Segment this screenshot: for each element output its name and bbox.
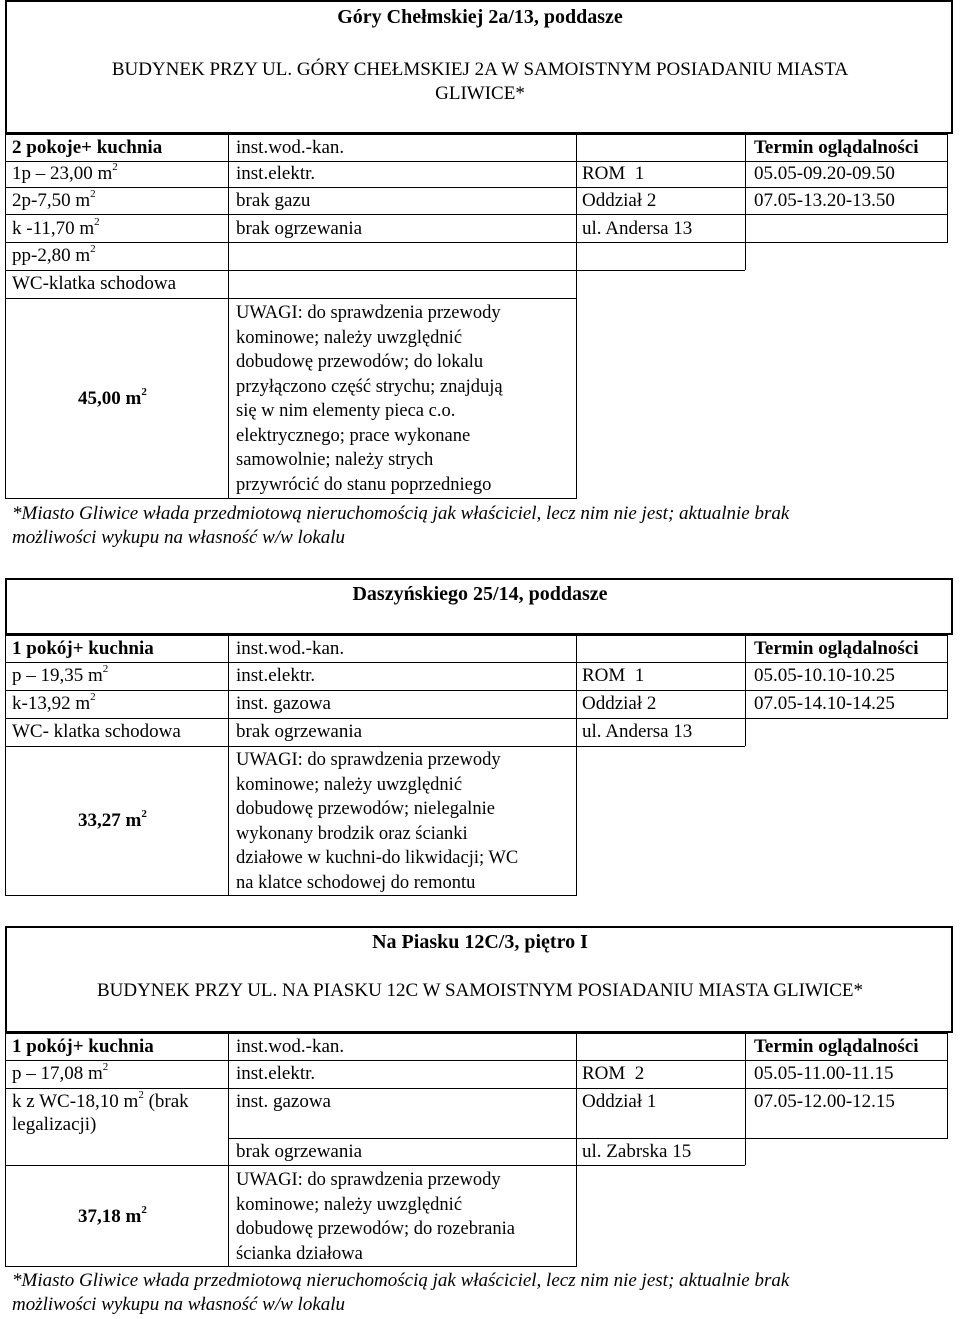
room-item: 2p-7,50 $m^2$ — [12, 187, 96, 211]
area-total: 45,00 $m^2$ — [78, 385, 147, 409]
area-total: 33,27 $m^2$ — [78, 807, 147, 831]
room-item: pp-2,80 $m^2$ — [12, 242, 96, 266]
room-item: k -11,70 $m^2$ — [12, 215, 100, 239]
listing-2-title: Daszyńskiego 25/14, poddasze — [352, 583, 608, 605]
area-total: 37,18 $m^2$ — [78, 1203, 147, 1227]
table-1-line — [5, 242, 948, 243]
room-item: 1p – 23,00 $m^2$ — [12, 160, 118, 184]
table-1-line — [5, 161, 948, 162]
listing-1-building-note — [0, 58, 960, 106]
viewing-label: Termin oglądalności — [754, 1036, 919, 1057]
viewing-time: 07.05-13.20-13.50 — [754, 190, 895, 211]
table-3-line — [5, 1033, 6, 1266]
room-item: WC- klatka schodowa — [12, 721, 181, 742]
installation-item: inst.wod.-kan. — [236, 638, 345, 659]
building-line-1: BUDYNEK PRZY UL. NA PIASKU 12C W SAMOISTNYM POSIADANIU MIASTA GLIWICE — [96, 980, 854, 1001]
viewing-label: Termin oglądalności — [754, 638, 919, 659]
building-line-1: BUDYNEK PRZY UL. GÓRY CHEŁMSKIEJ 2A W SAMOISTNYM POSIADANIU MIASTA — [111, 59, 849, 80]
ownership-note: *Miasto Gliwice włada przedmiotową nieruchomością jak właściciel, lecz nim nie jest; aktualnie brak możliwości wykupu na własność w/w lokalu — [12, 503, 790, 548]
table-1-line — [576, 134, 577, 498]
office-item: ROM 1 — [582, 665, 645, 686]
viewing-time: 07.05-14.10-14.25 — [754, 693, 895, 714]
table-1-line — [5, 270, 745, 271]
office-item: ROM 2 — [582, 1063, 645, 1084]
table-3-line — [745, 1033, 746, 1165]
ownership-note: *Miasto Gliwice włada przedmiotową nieruchomością jak właściciel, lecz nim nie jest; aktualnie brak możliwości wykupu na własność w/w lokalu — [12, 1270, 790, 1315]
listing-3-title: Na Piasku 12C/3, piętro I — [372, 931, 588, 953]
asterisk: * — [515, 83, 525, 104]
installation-item: inst.elektr. — [236, 163, 316, 184]
remarks: UWAGI: do sprawdzenia przewody kominowe; należy uwzględnić dobudowę przewodów; nielegalnie wykonany brodzik oraz ścianki działowe w kuchni-do likwidacji; WC na klatce schodowej do remontu — [236, 750, 519, 893]
table-2-line — [5, 895, 577, 896]
table-3-line — [5, 1033, 948, 1034]
listing-1-title: Góry Chełmskiej 2a/13, poddasze — [337, 6, 623, 28]
installation-item: brak ogrzewania — [236, 218, 363, 239]
listing-3-building-note — [0, 980, 960, 1002]
table-2-line — [576, 635, 577, 895]
table-3-line — [5, 1060, 948, 1061]
table-1-line — [5, 187, 948, 188]
installation-item: inst.elektr. — [236, 665, 316, 686]
rooms-type: 2 pokoje+ kuchnia — [12, 137, 163, 158]
installation-item: brak ogrzewania — [236, 721, 363, 742]
room-item: legalizacji) — [12, 1114, 97, 1135]
table-2-line — [745, 635, 746, 746]
table-2-line — [5, 635, 6, 895]
table-1-line — [5, 134, 948, 135]
table-3-line — [228, 1033, 229, 1266]
viewing-time: 05.05-10.10-10.25 — [754, 665, 895, 686]
table-2-line — [5, 635, 948, 636]
building-line-2: GLIWICE — [435, 83, 516, 104]
table-1-line — [947, 134, 948, 242]
installation-item: brak ogrzewania — [236, 1141, 363, 1162]
office-item: ul. Andersa 13 — [582, 721, 693, 742]
installation-item: inst. gazowa — [236, 693, 331, 714]
installation-item: inst.wod.-kan. — [236, 1036, 345, 1057]
table-3-line — [576, 1033, 577, 1266]
table-2-line — [947, 635, 948, 718]
room-item: k z WC-18,10 $m^2$ (brak — [12, 1088, 189, 1112]
table-1-line — [5, 214, 948, 215]
table-2-line — [5, 690, 948, 691]
viewing-time: 05.05-11.00-11.15 — [754, 1063, 894, 1084]
installation-item: inst.elektr. — [236, 1063, 316, 1084]
table-1-line — [745, 134, 746, 270]
installation-item: brak gazu — [236, 190, 311, 211]
table-1-line — [228, 134, 229, 498]
table-3-line — [228, 1138, 948, 1139]
installation-item: inst. gazowa — [236, 1091, 331, 1112]
table-2-line — [5, 662, 948, 663]
table-3-line — [5, 1266, 577, 1267]
table-1-line — [5, 298, 577, 299]
table-1-line — [5, 498, 577, 499]
asterisk: * — [853, 980, 864, 1001]
table-2-line — [5, 718, 948, 719]
table-2-line — [228, 635, 229, 895]
office-item: ROM 1 — [582, 163, 645, 184]
room-item: WC-klatka schodowa — [12, 273, 177, 294]
rooms-type: 1 pokój+ kuchnia — [12, 638, 154, 659]
table-3-line — [5, 1088, 948, 1089]
office-item: Oddział 2 — [582, 693, 657, 714]
viewing-time: 07.05-12.00-12.15 — [754, 1091, 895, 1112]
office-item: ul. Zabrska 15 — [582, 1141, 692, 1162]
room-item: p – 19,35 $m^2$ — [12, 662, 109, 686]
office-item: Oddział 1 — [582, 1091, 657, 1112]
viewing-time: 05.05-09.20-09.50 — [754, 163, 895, 184]
room-item: p – 17,08 $m^2$ — [12, 1060, 109, 1084]
office-item: ul. Andersa 13 — [582, 218, 693, 239]
rooms-type: 1 pokój+ kuchnia — [12, 1036, 154, 1057]
table-3-line — [5, 1165, 745, 1166]
remarks: UWAGI: do sprawdzenia przewody kominowe; należy uwzględnić dobudowę przewodów; do lokalu przyłączono część strychu; znajdują się w nim elementy pieca c.o. elektrycznego; prace wykonane samowolnie; należy strych przywrócić do stanu poprzedniego — [236, 303, 503, 495]
room-item: k-13,92 $m^2$ — [12, 690, 96, 714]
office-item: Oddział 2 — [582, 190, 657, 211]
table-2-line — [5, 746, 745, 747]
installation-item: inst.wod.-kan. — [236, 137, 345, 158]
table-1-line — [5, 134, 6, 498]
table-3-line — [947, 1033, 948, 1138]
remarks: UWAGI: do sprawdzenia przewody kominowe; należy uwzględnić dobudowę przewodów; do rozebrania ścianka działowa — [236, 1170, 515, 1264]
viewing-label: Termin oglądalności — [754, 137, 919, 158]
